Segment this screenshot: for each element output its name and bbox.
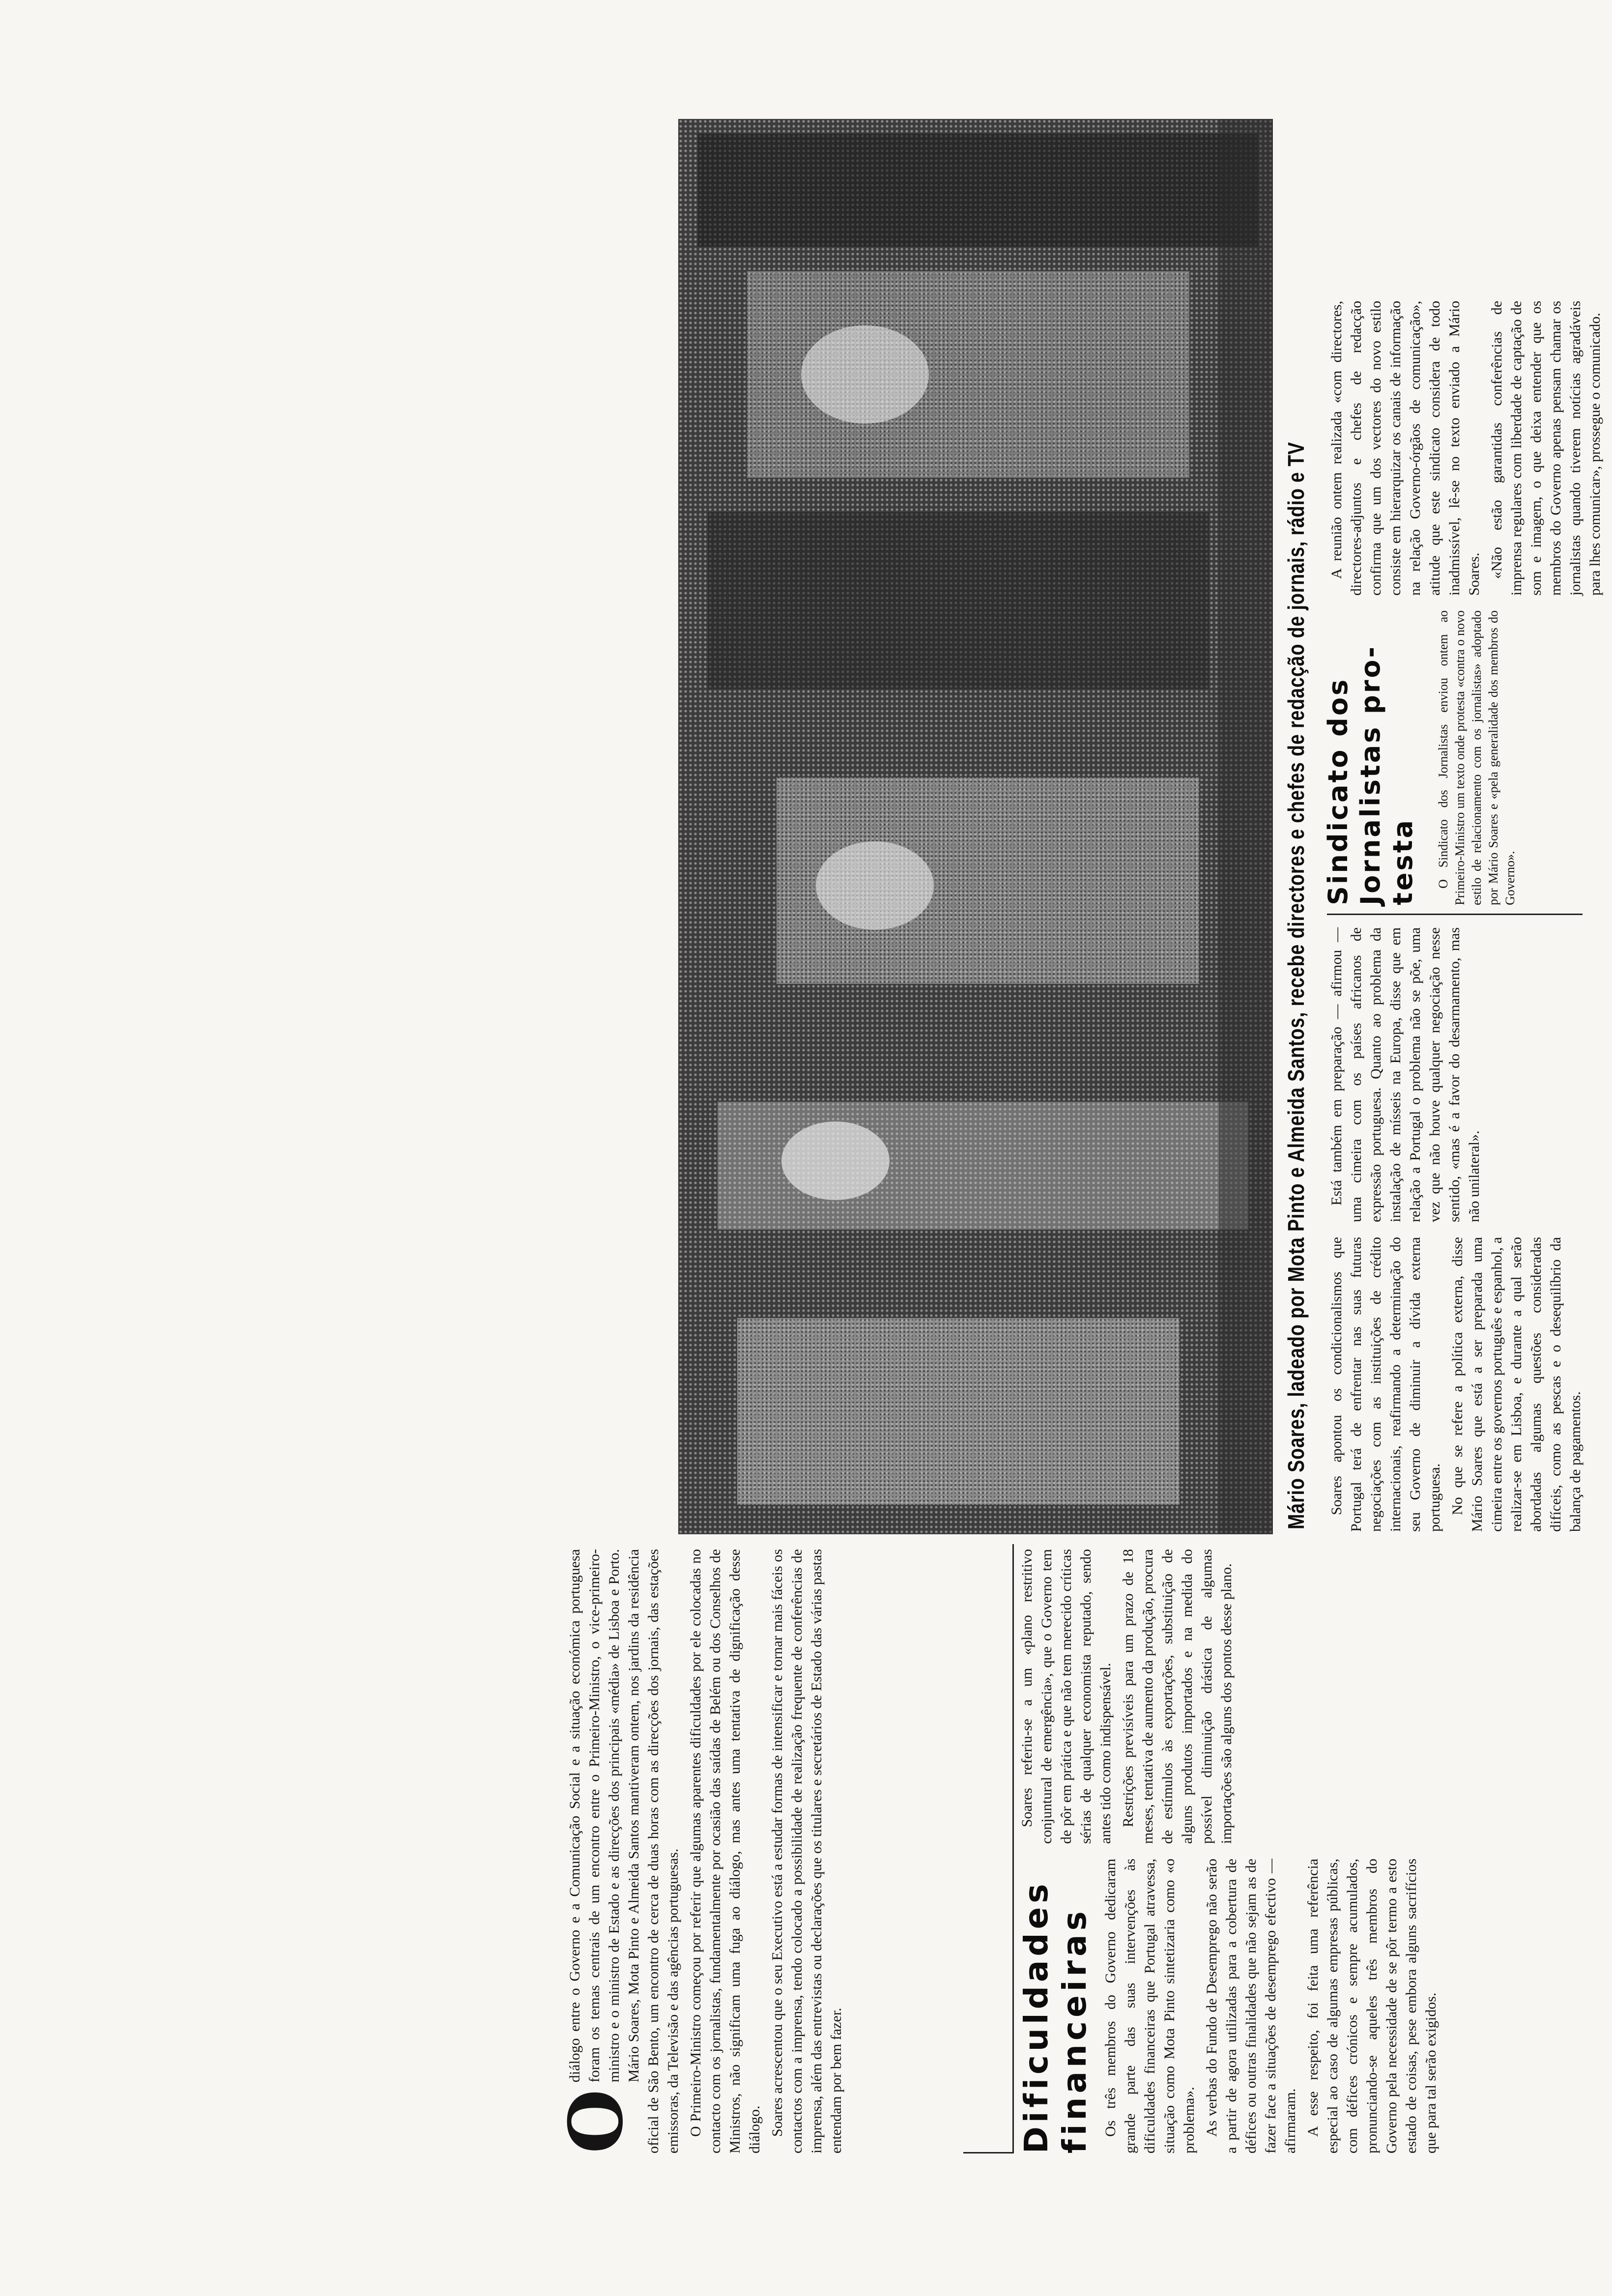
article-paragraph: A esse respeito, foi feita uma referência especial ao caso de algumas empresas públicas, com défices crónicos e sempre acumulados, pronunciando-se aqueles três membros do Governo pela necessidade de se pôr termo a esto estado de coisas, pese embora alguns sacrifícios que para tal serão exigidos. xyxy=(1305,1859,1439,2153)
headline-line: Dificuldades xyxy=(1017,1880,1055,2153)
article-column-5 xyxy=(1435,610,1602,905)
headline-line: Jornalistas pro- xyxy=(1355,645,1386,905)
headline-line: financeiras xyxy=(1056,1907,1094,2153)
article-paragraph: O Sindicato dos Jornalistas enviou ontem ao Primeiro-Ministro um texto onde protesta «contra o novo estilo de relacionamento com os jornalistas» adoptado por Mário Soares e «pela generalidade dos membros do Governo». xyxy=(1436,610,1517,905)
column-rule xyxy=(1327,914,1583,915)
article-paragraph: No que se refere a política externa, disse Mário Soares que está a ser preparada uma cimeira entre os governos português e espanhol, a realizar-se em Lisboa, e durante a qual serão abordadas algumas questões consideradas difíceis, como as pescas e o desequilíbrio da balança de pagamentos. xyxy=(1449,1237,1583,1532)
article-column-1 xyxy=(1101,1859,1592,2153)
photo-caption: Mário Soares, ladeado por Mota Pinto e Almeida Santos, recebe directores e chefes de redacção de jornais, rádio e TV xyxy=(1283,441,1309,1529)
subheadline-dificuldades xyxy=(1017,1849,1094,2153)
news-photo xyxy=(678,119,1273,1534)
column-rule xyxy=(963,2152,1012,2153)
article-paragraph: As verbas do Fundo de Desemprego não serão a partir de agora utilizadas para a cobertura de défices ou outras finalidades que não sejam as de fazer face a situações de desemprego efectivo — afirmaram. xyxy=(1204,1859,1298,2153)
article-intro xyxy=(553,1549,1008,2153)
article-column-3 xyxy=(1327,1237,1602,1532)
article-column-4 xyxy=(1327,927,1602,1222)
article-paragraph: Soares acrescentou que o seu Executivo está a estudar formas de intensificar e tornar mais fáceis os contactos com a imprensa, tendo colocado a possibilidade de realização frequente de conferências de imprensa, além das entrevistas ou declarações que os titulares e secretários de Estado das várias pastas entendam por bem fazer. xyxy=(769,1549,844,2153)
drop-cap: O xyxy=(553,2089,639,2153)
article-column-6 xyxy=(1327,301,1602,596)
headline-line: testa xyxy=(1387,818,1418,905)
article-paragraph: Soares referiu-se a um «plano restritivo conjuntural de emergência», que o Governo tem de pôr em prática e que não tem merecido críticas sérias de qualquer economista reputado, sendo antes tido como indispensável. xyxy=(1019,1549,1114,1844)
article-paragraph: Soares apontou os condicionalismos que Portugal terá de enfrentar nas suas futuras negociações com as instituições de crédito internacionais, reafirmando a determinação do seu Governo de diminuir a dívida externa portuguesa. xyxy=(1328,1237,1443,1532)
article-paragraph: «Não estão garantidas conferências de imprensa regulares com liberdade de captação de som e imagem, o que deixa entender que os membros do Governo apenas pensam chamar os jornalistas quando tiverem notícias agradáveis para lhes comunicar», prossegue o comunicado. xyxy=(1489,301,1603,596)
headline-line: Sindicato dos xyxy=(1323,677,1353,905)
article-paragraph: Está também em preparação — afirmou — uma cimeira com os países africanos de expressão portuguesa. Quanto ao problema da instalação de mísseis na Europa, disse que em relação a Portugal o problema não se põe, uma vez que não houve qualquer negociação nesse sentido, «mas é a favor do desarmamento, mas não unilateral». xyxy=(1328,927,1482,1222)
headline-sindicato xyxy=(1322,601,1419,905)
article-intro-paragraph: diálogo entre o Governo e a Comunicação Social e a situação económica portuguesa foram os temas centrais de um encontro entre o Primeiro-Ministro, o vice-primeiro-ministro e o ministro de Estado e as direcções dos principais «média» de Lisboa e Porto. Mário Soares, Mota Pinto e Almeida Santos mantiveram ontem, nos jardins da residência oficial de São Bento, um encontro de cerca de duas horas com as direcções dos jornais, das estações emissoras, da Televisão e das agências portuguesas. xyxy=(567,1549,681,2153)
article-paragraph: Restrições previsíveis para um prazo de 18 meses, tentativa de aumento da produção, procura de estímulos às exportações, substituição de alguns produtos importados e na medida do possível diminuição drástica de algumas importações são alguns dos pontos desse plano. xyxy=(1120,1549,1235,1844)
article-paragraph: O Primeiro-Ministro começou por referir que algumas aparentes dificuldades por ele colocadas no contacto com os jornalistas, fundamentalmente por ocasião das saídas de Belém ou dos Conselhos de Ministros, não significam uma fuga ao diálogo, mas antes uma tentativa de dignificação desse diálogo. xyxy=(688,1549,763,2153)
article-paragraph: Os três membros do Governo dedicaram grande parte das suas intervenções às dificuldades financeiras que Portugal atravessa, situação como Mota Pinto sintetizaria como «o problema». xyxy=(1102,1859,1197,2153)
photo-halftone xyxy=(678,119,1273,1534)
column-rule xyxy=(1012,1544,1014,2153)
article-column-2 xyxy=(1017,1549,1592,1844)
article-paragraph: A reunião ontem realizada «com directores, directores-adjuntos e chefes de redacção confirma que um dos vectores do novo estilo consiste em hierarquizar os canais de informação na relação Governo-órgãos de comunicação», atitude que este sindicato considera de todo inadmissível, lê-se no texto enviado a Mário Soares. xyxy=(1328,301,1482,596)
